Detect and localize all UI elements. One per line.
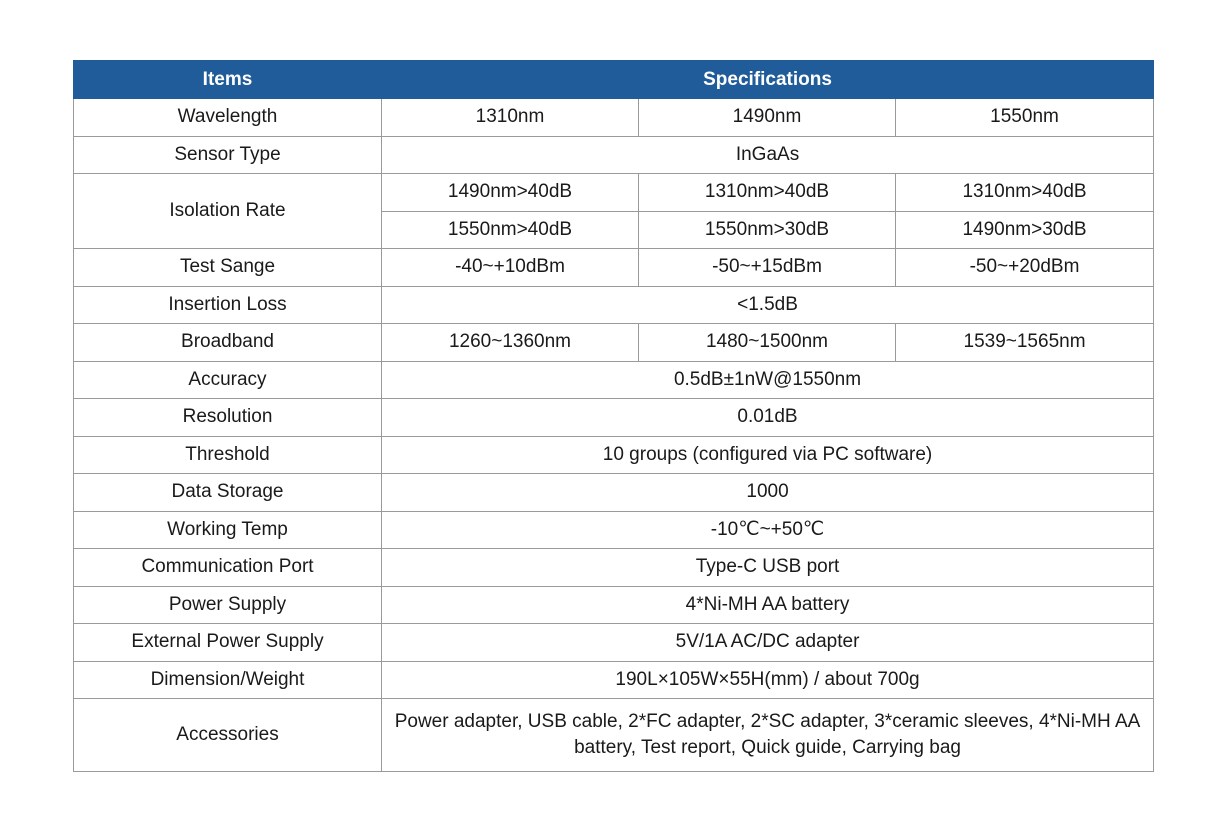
- cell-value: -50~+15dBm: [639, 249, 896, 287]
- row-label: Data Storage: [74, 474, 382, 512]
- cell-value: 4*Ni-MH AA battery: [382, 586, 1154, 624]
- cell-value: 1550nm>30dB: [639, 211, 896, 249]
- cell-value: <1.5dB: [382, 286, 1154, 324]
- cell-value: 1260~1360nm: [382, 324, 639, 362]
- cell-value: 1550nm: [896, 99, 1154, 137]
- cell-value: 1490nm>40dB: [382, 174, 639, 212]
- table-row: [74, 699, 1154, 772]
- row-label: Accessories: [74, 699, 382, 772]
- cell-value: 1000: [382, 474, 1154, 512]
- table-header-row: [74, 61, 1154, 99]
- table-row: [74, 511, 1154, 549]
- table-row: [74, 174, 1154, 212]
- cell-value: 0.5dB±1nW@1550nm: [382, 361, 1154, 399]
- table-row: [74, 399, 1154, 437]
- cell-value: 1490nm: [639, 99, 896, 137]
- row-label: Resolution: [74, 399, 382, 437]
- cell-value: 0.01dB: [382, 399, 1154, 437]
- cell-value: 190L×105W×55H(mm) / about 700g: [382, 661, 1154, 699]
- header-specifications: Specifications: [382, 61, 1154, 99]
- row-label: Communication Port: [74, 549, 382, 587]
- cell-value: -50~+20dBm: [896, 249, 1154, 287]
- table-row: [74, 549, 1154, 587]
- row-label: Dimension/Weight: [74, 661, 382, 699]
- table-row: [74, 436, 1154, 474]
- table-row: [74, 249, 1154, 287]
- cell-value: 1550nm>40dB: [382, 211, 639, 249]
- cell-value: 1310nm: [382, 99, 639, 137]
- row-label: Accuracy: [74, 361, 382, 399]
- table-row: [74, 286, 1154, 324]
- cell-value: 1490nm>30dB: [896, 211, 1154, 249]
- table-row: [74, 661, 1154, 699]
- row-label: Wavelength: [74, 99, 382, 137]
- cell-value: 5V/1A AC/DC adapter: [382, 624, 1154, 662]
- cell-value: -10℃~+50℃: [382, 511, 1154, 549]
- table-row: [74, 361, 1154, 399]
- cell-value: InGaAs: [382, 136, 1154, 174]
- row-label: Insertion Loss: [74, 286, 382, 324]
- cell-value: 1539~1565nm: [896, 324, 1154, 362]
- row-label: Power Supply: [74, 586, 382, 624]
- row-label: Threshold: [74, 436, 382, 474]
- row-label: External Power Supply: [74, 624, 382, 662]
- cell-value: 1310nm>40dB: [639, 174, 896, 212]
- row-label: Broadband: [74, 324, 382, 362]
- table-row: [74, 586, 1154, 624]
- header-items: Items: [74, 61, 382, 99]
- row-label: Sensor Type: [74, 136, 382, 174]
- table-row: [74, 99, 1154, 137]
- row-label: Test Sange: [74, 249, 382, 287]
- table-row: [74, 474, 1154, 512]
- cell-value: 10 groups (configured via PC software): [382, 436, 1154, 474]
- cell-value: -40~+10dBm: [382, 249, 639, 287]
- table-row: [74, 624, 1154, 662]
- table-row: [74, 136, 1154, 174]
- cell-value: Type-C USB port: [382, 549, 1154, 587]
- cell-value: Power adapter, USB cable, 2*FC adapter, 2*SC adapter, 3*ceramic sleeves, 4*Ni-MH AA battery, Test report, Quick guide, Carrying bag: [382, 699, 1154, 772]
- spec-table: [73, 60, 1154, 772]
- cell-value: 1310nm>40dB: [896, 174, 1154, 212]
- table-row: [74, 324, 1154, 362]
- row-label: Working Temp: [74, 511, 382, 549]
- row-label: Isolation Rate: [74, 174, 382, 249]
- cell-value: 1480~1500nm: [639, 324, 896, 362]
